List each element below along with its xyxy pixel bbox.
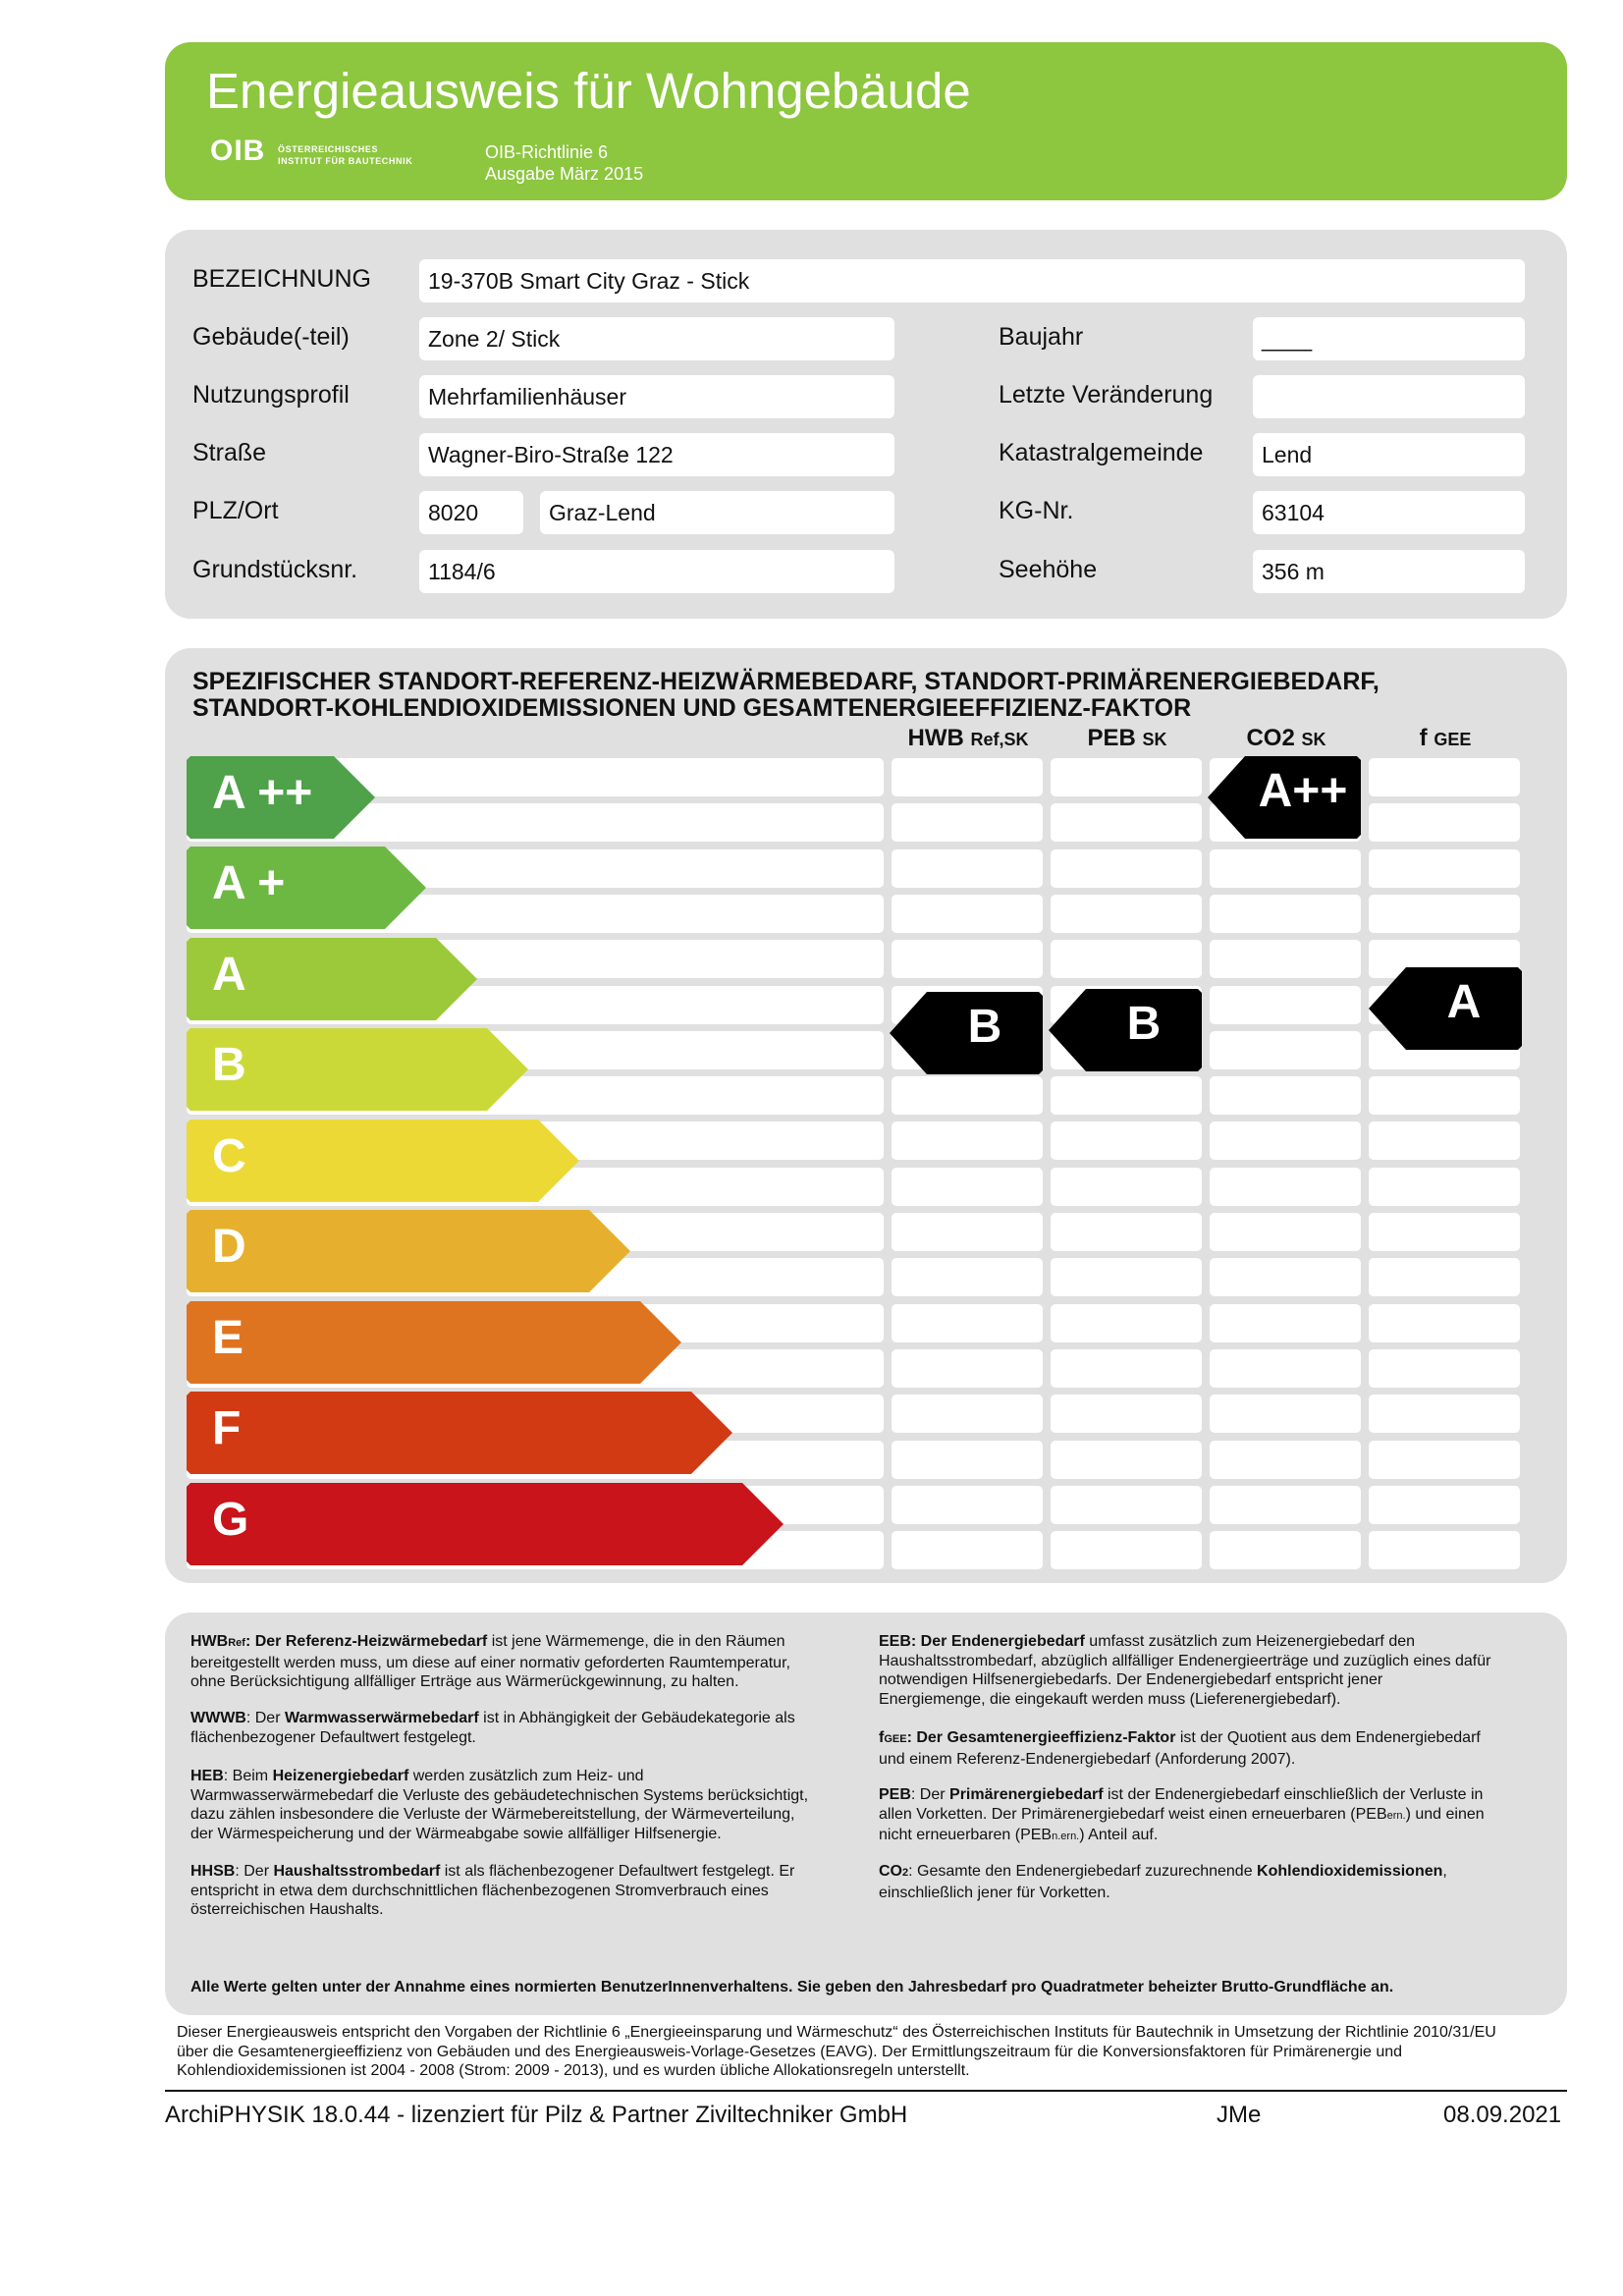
scale-cell (892, 849, 1043, 888)
scale-cell (1369, 895, 1520, 933)
strasse-field: Wagner-Biro-Straße 122 (419, 433, 894, 476)
band-label: A ++ (212, 767, 313, 819)
grundstuecksnr-label: Grundstücksnr. (192, 556, 358, 583)
scale-cell (892, 1168, 1043, 1206)
assumption-note: Alle Werte gelten unter der Annahme eines normierten BenutzerInnenverhaltens. Sie geben den Jahresbedarf pro Quadratmeter beheizter Brutto-Grundfläche an. (190, 1979, 1394, 1995)
band-label: D (212, 1221, 246, 1273)
bezeichnung-label: BEZEICHNUNG (192, 265, 371, 293)
scale-cell (1369, 1349, 1520, 1388)
scale-cell (1369, 1076, 1520, 1115)
column-header-peb: PEB SK (1087, 725, 1167, 751)
bezeichnung-field: 19-370B Smart City Graz - Stick (419, 259, 1525, 302)
scale-cell (1210, 1531, 1361, 1569)
scale-cell (1369, 849, 1520, 888)
guideline-reference: OIB-Richtlinie 6 (485, 142, 609, 162)
strasse-label: Straße (192, 439, 267, 466)
gebaeude-field: Zone 2/ Stick (419, 317, 894, 360)
scale-cell (892, 1349, 1043, 1388)
scale-cell (892, 1486, 1043, 1524)
scale-heading-line1: SPEZIFISCHER STANDORT-REFERENZ-HEIZWÄRMEBEDARF, STANDORT-PRIMÄRENERGIEBEDARF, (192, 668, 1380, 695)
baujahr-field: ____ (1253, 317, 1525, 360)
scale-cell (1051, 1168, 1202, 1206)
band-label: A + (212, 857, 286, 909)
definitions-panel (165, 1613, 1567, 2015)
scale-cell (1051, 940, 1202, 978)
definition-peb: PEB: Der Primärenergiebedarf ist der Endenergiebedarf einschließlich der Verluste in allen Vorketten. Der Primärenergiebedarf weist einen erneuerbaren (PEBern.) und einen nicht erneuerbaren (PEBn.ern.) Anteil auf. (879, 1786, 1485, 1843)
scale-cell (1369, 1258, 1520, 1296)
page-title: Energieausweis für Wohngebäude (206, 63, 971, 119)
scale-cell (892, 758, 1043, 796)
scale-cell (1369, 1531, 1520, 1569)
oib-logo-mark: OIB (210, 135, 266, 167)
rating-value-peb: B (1126, 998, 1162, 1050)
software-credit: ArchiPHYSIK 18.0.44 - lizenziert für Pilz & Partner Ziviltechniker GmbH (165, 2102, 908, 2128)
scale-cell (1210, 895, 1361, 933)
ort-field: Graz-Lend (540, 491, 894, 534)
oib-logo-org-line2: INSTITUT FÜR BAUTECHNIK (278, 156, 413, 166)
scale-cell (1210, 1486, 1361, 1524)
scale-cell (1369, 1168, 1520, 1206)
seehoehe-label: Seehöhe (999, 556, 1098, 583)
scale-cell (892, 803, 1043, 842)
kg-nr-label: KG-Nr. (999, 497, 1074, 524)
definition-wwwb: WWWB: Der Warmwasserwärmebedarf ist in Abhängigkeit der Gebäudekategorie als flächenbezogener Defaultwert festgelegt. (190, 1710, 795, 1746)
scale-cell (1051, 1304, 1202, 1342)
building-info-panel (165, 230, 1567, 619)
band-label: G (212, 1494, 249, 1546)
rating-marker-co2 (1208, 756, 1361, 839)
column-header-hwb: HWB Ref,SK (907, 725, 1029, 751)
scale-cell (1210, 940, 1361, 978)
scale-cell (1051, 1441, 1202, 1479)
author-initials: JMe (1217, 2102, 1262, 2128)
scale-cell (1210, 1121, 1361, 1160)
scale-cell (892, 895, 1043, 933)
scale-cell (1369, 758, 1520, 796)
scale-cell (892, 1394, 1043, 1433)
scale-cell (1051, 1076, 1202, 1115)
scale-cell (1210, 849, 1361, 888)
scale-cell (1051, 1213, 1202, 1251)
rating-marker-hwb (890, 992, 1043, 1074)
plz-field: 8020 (419, 491, 523, 534)
scale-cell (1210, 1258, 1361, 1296)
scale-cell (1051, 849, 1202, 888)
rating-value-fgee: A (1446, 976, 1482, 1028)
legal-footnote (177, 2023, 1496, 2081)
scale-cell (1051, 1486, 1202, 1524)
footnote-line3: Kohlendioxidemissionen ist 2004 - 2008 (Strom: 2009 - 2013), und es wurden übliche Allokationsregeln unterstellt. (177, 2062, 970, 2079)
scale-cell (1210, 1213, 1361, 1251)
katastralgemeinde-label: Katastralgemeinde (999, 439, 1204, 466)
oib-logo (210, 135, 413, 180)
definition-heb: HEB: Beim Heizenergiebedarf werden zusätzlich zum Heiz- und Warmwasserwärmebedarf die Verluste des gebäudetechnischen Systems berücksichtigt, dazu zählen insbesondere die Verluste der Wärmebereitstellung, der Wärmeverteilung, der Wärmespeicherung und der Wärmeabgabe sowie allfälliger Hilfsenergie. (190, 1768, 809, 1842)
rating-marker-fgee (1369, 967, 1522, 1050)
scale-cell (892, 1441, 1043, 1479)
scale-cell (1210, 1394, 1361, 1433)
band-label: E (212, 1312, 244, 1364)
scale-cell (892, 1531, 1043, 1569)
footer-divider (165, 2090, 1567, 2092)
scale-cell (1210, 1031, 1361, 1069)
scale-cell (892, 1258, 1043, 1296)
scale-cell (1051, 1258, 1202, 1296)
definition-eeb: EEB: Der Endenergiebedarf umfasst zusätzlich zum Heizenergiebedarf den Haushaltsstrombedarf, abzüglich allfälliger Endenergieerträge und zuzüglich eines dafür notwendigen Hilfsenergiebedarfs. Der Endenergiebedarf entspricht jener Energiemenge, die eingekauft werden muss (Lieferenergiebedarf). (879, 1633, 1491, 1708)
definition-hwb: HWBRef: Der Referenz-Heizwärmebedarf ist jene Wärmemenge, die in den Räumen bereitgestellt werden muss, um diese auf einer normativ geforderten Raumtemperatur, ohne Berücksichtigung allfälliger Erträge aus Wärmerückgewinnung, zu halten. (190, 1633, 790, 1690)
scale-cell (1369, 1121, 1520, 1160)
scale-cell (1051, 895, 1202, 933)
scale-cell (1051, 803, 1202, 842)
scale-cell (1210, 1168, 1361, 1206)
scale-cell (1051, 1121, 1202, 1160)
scale-cell (1210, 1349, 1361, 1388)
column-header-co2: CO2 SK (1246, 725, 1326, 751)
seehoehe-field: 356 m (1253, 550, 1525, 593)
rating-marker-peb (1049, 989, 1202, 1071)
band-label: F (212, 1402, 242, 1454)
scale-cell (892, 1213, 1043, 1251)
gebaeude-label: Gebäude(-teil) (192, 323, 350, 351)
scale-cell (892, 1121, 1043, 1160)
letzte-veraenderung-field (1253, 375, 1525, 418)
katastralgemeinde-field: Lend (1253, 433, 1525, 476)
scale-cell (1369, 1394, 1520, 1433)
scale-cell (1210, 1076, 1361, 1115)
scale-cell (892, 1076, 1043, 1115)
scale-cell (892, 1304, 1043, 1342)
footnote-line1: Dieser Energieausweis entspricht den Vorgaben der Richtlinie 6 „Energieeinsparung und Wärmeschutz“ des Österreichischen Instituts für Bautechnik in Umsetzung der Richtlinie 2010/31/EU (177, 2024, 1496, 2041)
definition-co2: CO2: Gesamte den Endenergiebedarf zuzurechnende Kohlendioxidemissionen, einschließlich jener für Vorketten. (879, 1863, 1447, 1901)
nutzungsprofil-label: Nutzungsprofil (192, 381, 350, 409)
scale-cell (892, 940, 1043, 978)
scale-cell (1051, 1531, 1202, 1569)
grundstuecksnr-field: 1184/6 (419, 550, 894, 593)
guideline-edition: Ausgabe März 2015 (485, 164, 644, 184)
nutzungsprofil-field: Mehrfamilienhäuser (419, 375, 894, 418)
scale-cell (1210, 1304, 1361, 1342)
efficiency-scale-panel (165, 648, 1567, 1583)
footnote-line2: über die Gesamtenergieeffizienz von Gebäuden und des Energieausweis-Vorlage-Gesetzes (EAVG). Der Ermittlungszeitraum für die Konversionsfaktoren für Primärenergie und (177, 2043, 1403, 2060)
scale-cell (1369, 1486, 1520, 1524)
scale-cell (1210, 986, 1361, 1024)
baujahr-label: Baujahr (999, 323, 1084, 351)
scale-cell (1369, 803, 1520, 842)
definition-hhsb: HHSB: Der Haushaltsstrombedarf ist als flächenbezogener Defaultwert festgelegt. Er entspricht in etwa dem durchschnittlichen flächenbezogenen Stromverbrauch eines österreichischen Haushalts. (190, 1863, 795, 1918)
kg-nr-field: 63104 (1253, 491, 1525, 534)
definition-fgee: fGEE: Der Gesamtenergieeffizienz-Faktor ist der Quotient aus dem Endenergiebedarf und einem Referenz-Endenergiebedarf (Anforderung 2007). (879, 1729, 1481, 1768)
scale-cell (1210, 1441, 1361, 1479)
band-label: B (212, 1039, 246, 1091)
scale-heading-line2: STANDORT-KOHLENDIOXIDEMISSIONEN UND GESAMTENERGIEEFFIZIENZ-FAKTOR (192, 694, 1192, 722)
column-header-fgee: f GEE (1419, 725, 1472, 751)
band-label: C (212, 1130, 246, 1182)
scale-cell (1051, 1394, 1202, 1433)
scale-cell (1369, 1304, 1520, 1342)
scale-cell (1051, 758, 1202, 796)
issue-date: 08.09.2021 (1443, 2102, 1562, 2128)
letzte-veraenderung-label: Letzte Veränderung (999, 381, 1214, 409)
header-banner (165, 42, 1567, 200)
scale-cell (1369, 1213, 1520, 1251)
plz-ort-label: PLZ/Ort (192, 497, 279, 524)
scale-cell (1051, 1349, 1202, 1388)
oib-logo-org-line1: ÖSTERREICHISCHES (278, 144, 379, 154)
scale-cell (1369, 1441, 1520, 1479)
rating-value-hwb: B (967, 1001, 1002, 1053)
rating-value-co2: A++ (1258, 765, 1348, 817)
band-label: A (212, 949, 246, 1001)
